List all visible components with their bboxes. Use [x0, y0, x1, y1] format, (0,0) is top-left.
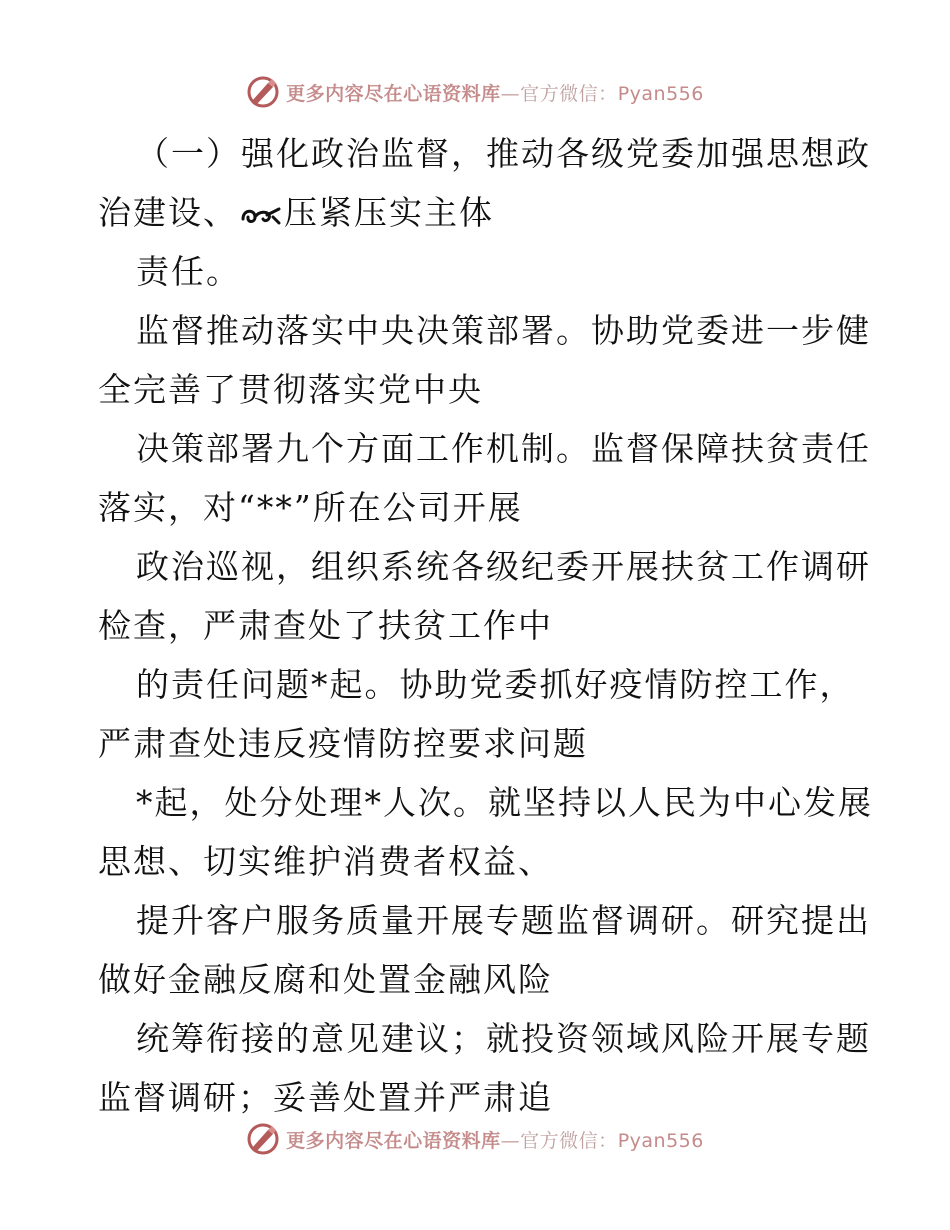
body-line: 落实，对“**”所在公司开展: [98, 488, 523, 527]
body-line: 监督调研；妥善处置并严肃追: [98, 1078, 553, 1117]
footer-handle: Pyan556: [617, 1129, 704, 1152]
body-line-part: 治建设、: [98, 193, 238, 232]
body-line: [98, 183, 858, 242]
document-body: [98, 124, 873, 1127]
logo-icon: [246, 1122, 280, 1156]
body-line: 的责任问题*起。协助党委抓好疫情防控工作，: [136, 665, 855, 704]
body-line: （一）强化政治监督，推动各级党委加强思想政: [136, 134, 871, 173]
header-handle: Pyan556: [617, 82, 704, 105]
footer-dash: —: [500, 1129, 521, 1152]
body-line: 责任。: [136, 252, 241, 291]
header-text: [286, 79, 704, 106]
footer-text: [286, 1126, 704, 1153]
header-brand: 更多内容尽在心语资料库: [286, 82, 501, 105]
body-line: 思想、切实维护消费者权益、: [98, 842, 553, 881]
footer-label: 官方微信：: [520, 1129, 618, 1152]
body-line: 全完善了贯彻落实党中央: [98, 370, 483, 409]
body-line: 做好金融反腐和处置金融风险: [98, 960, 553, 999]
curl-symbol-icon: [239, 201, 283, 229]
body-line: 统筹衔接的意见建议；就投资领域风险开展专题: [136, 1019, 871, 1058]
body-line-part: 压紧压实主体: [284, 193, 494, 232]
body-line: 决策部署九个方面工作机制。监督保障扶贫责任: [136, 429, 871, 468]
header-label: 官方微信：: [520, 82, 618, 105]
footer-watermark: [0, 1119, 950, 1159]
body-line: *起，处分处理*人次。就坚持以人民为中心发展: [136, 783, 873, 822]
logo-icon: [246, 75, 280, 109]
footer-brand: 更多内容尽在心语资料库: [286, 1129, 501, 1152]
header-dash: —: [500, 82, 521, 105]
body-line: 监督推动落实中央决策部署。协助党委进一步健: [136, 311, 871, 350]
body-line: 严肃查处违反疫情防控要求问题: [98, 724, 588, 763]
body-line: 政治巡视，组织系统各级纪委开展扶贫工作调研: [136, 547, 871, 586]
body-line: 检查，严肃查处了扶贫工作中: [98, 606, 553, 645]
header-watermark: [0, 72, 950, 112]
body-line: 提升客户服务质量开展专题监督调研。研究提出: [136, 901, 871, 940]
